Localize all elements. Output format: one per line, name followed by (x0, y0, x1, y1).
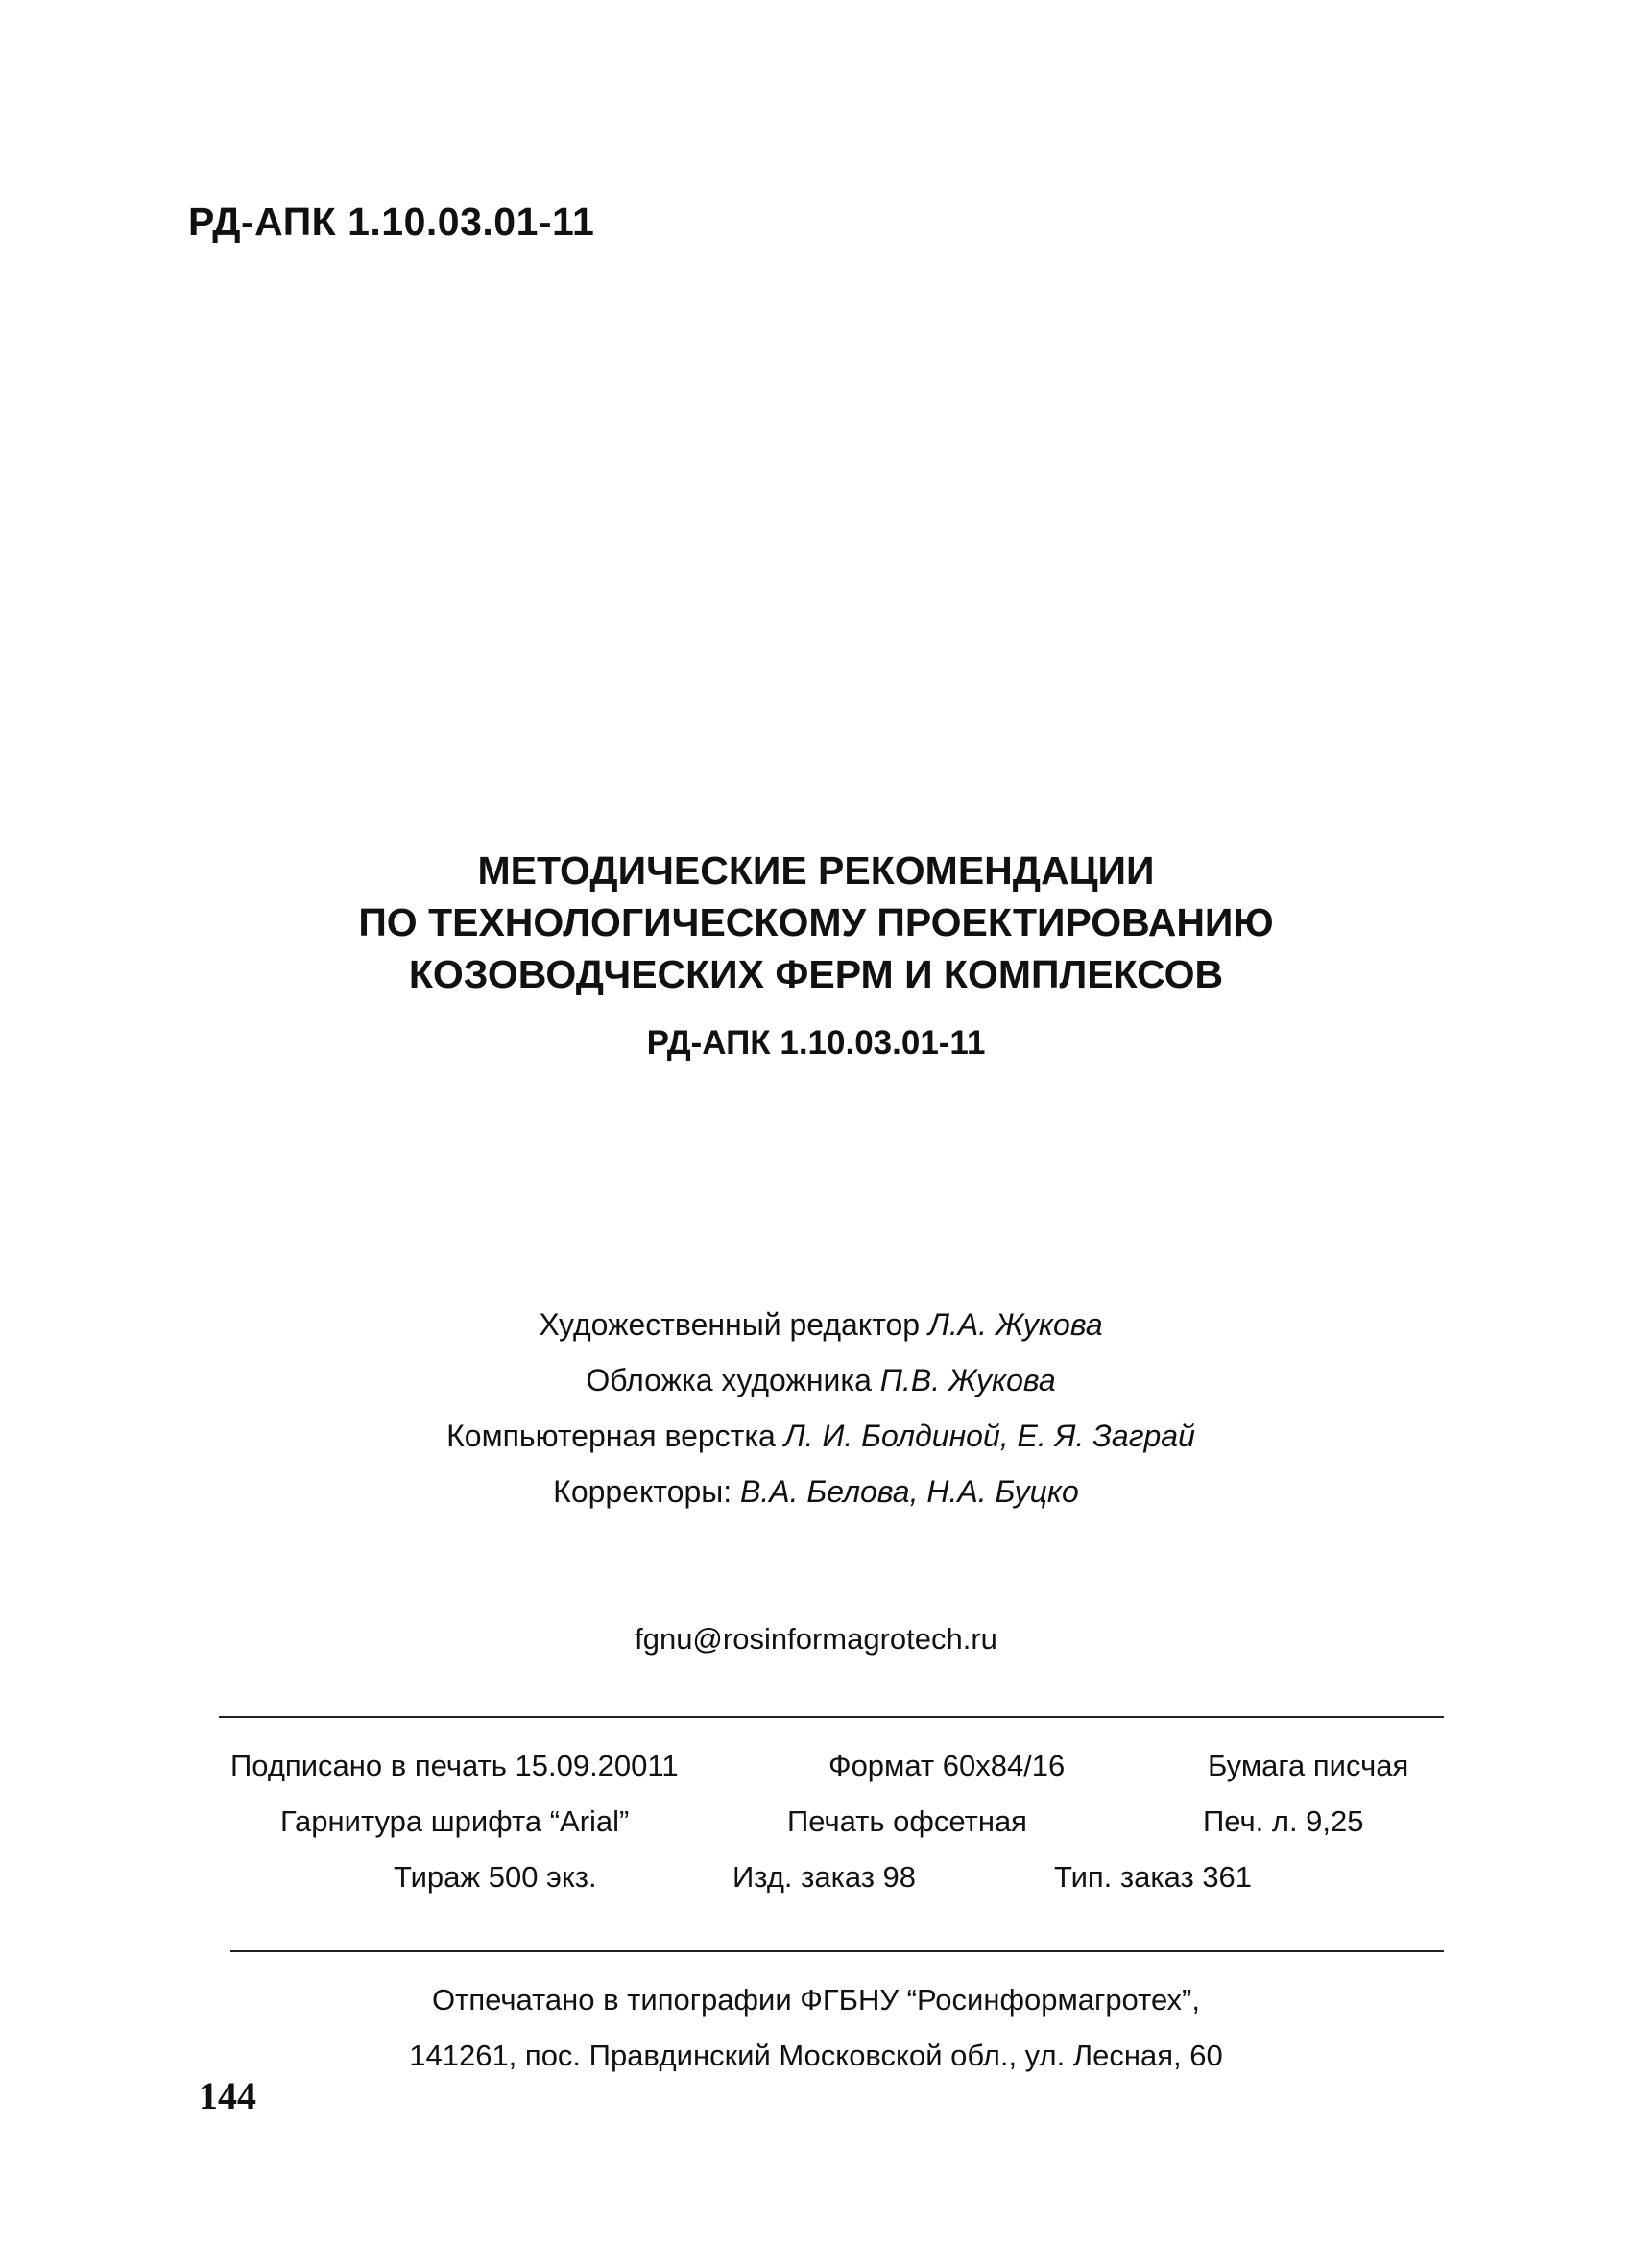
divider-bottom (230, 1950, 1444, 1952)
credits-block (0, 1297, 1632, 1519)
imprint-paper: Бумага писчая (1208, 1749, 1409, 1782)
credit-cover-artist (0, 1352, 1632, 1408)
title-line-2: ПО ТЕХНОЛОГИЧЕСКОМУ ПРОЕКТИРОВАНИЮ (358, 900, 1274, 944)
imprint-print-type: Печать офсетная (787, 1804, 1027, 1838)
credit-art-editor (0, 1297, 1632, 1352)
credit-role: Корректоры: (553, 1474, 732, 1509)
credit-role: Художественный редактор (539, 1307, 921, 1342)
credit-proofreaders (0, 1464, 1632, 1519)
imprint-signed: Подписано в печать 15.09.20011 (230, 1749, 679, 1782)
page-number: 144 (199, 2074, 256, 2117)
title-line-3: КОЗОВОДЧЕСКИХ ФЕРМ И КОМПЛЕКСОВ (408, 952, 1224, 996)
imprint-type-order: Тип. заказ 361 (1054, 1860, 1253, 1894)
imprint-typeface: Гарнитура шрифта “Arial” (280, 1804, 630, 1838)
credit-name: В.А. Белова, Н.А. Буцко (740, 1474, 1079, 1509)
title-doc-code: РД-АПК 1.10.03.01-11 (646, 1024, 986, 1062)
credit-name: П.В. Жукова (879, 1363, 1056, 1397)
header-doc-code: РД-АПК 1.10.03.01-11 (188, 200, 595, 244)
credit-role: Обложка художника (586, 1363, 872, 1397)
imprint-pub-order: Изд. заказ 98 (732, 1860, 917, 1894)
title-line-1: МЕТОДИЧЕСКИЕ РЕКОМЕНДАЦИИ (477, 848, 1155, 893)
credit-layout (0, 1408, 1632, 1464)
credit-name: Л. И. Болдиной, Е. Я. Заграй (783, 1419, 1195, 1453)
imprint-run: Тираж 500 экз. (394, 1860, 597, 1894)
imprint-sheets: Печ. л. 9,25 (1203, 1804, 1364, 1838)
imprint-format: Формат 60х84/16 (828, 1749, 1066, 1782)
divider-top (219, 1716, 1444, 1718)
printed-by-line-1: Отпечатано в типографии ФГБНУ “Росинформагротех”, (432, 1983, 1200, 2017)
credit-role: Компьютерная верстка (446, 1419, 776, 1453)
credit-name: Л.А. Жукова (927, 1307, 1103, 1342)
document-title (0, 845, 1632, 1000)
printed-by-line-2: 141261, пос. Правдинский Московской обл., ул. Лесная, 60 (409, 2039, 1223, 2072)
contact-email: fgnu@rosinformagrotech.ru (635, 1622, 997, 1656)
